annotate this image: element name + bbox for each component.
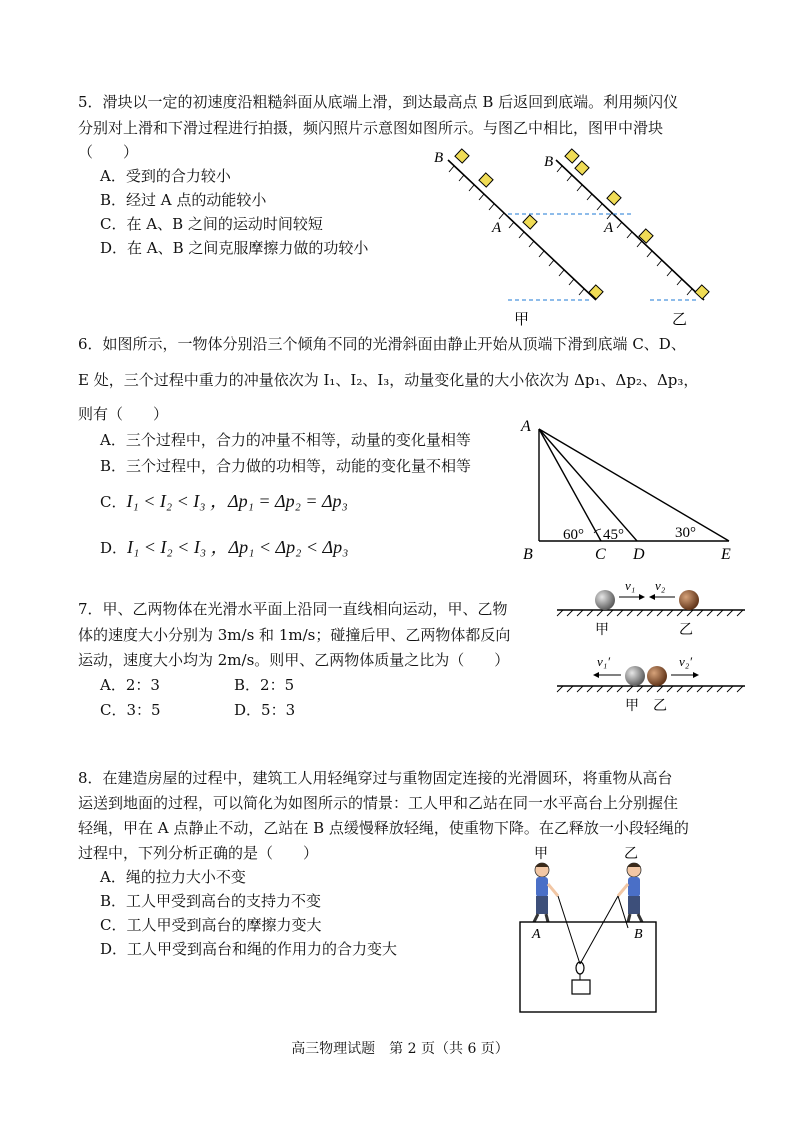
q5-block-yi-3 [607,191,621,205]
q6-option-d [100,537,348,558]
q5-option-b: B．经过 A 点的动能较小 [100,191,267,209]
q5-stem-line2: 分别对上滑和下滑过程进行拍摄，频闪照片示意图如图所示。与图乙中相比，图甲中滑块 [78,119,664,137]
q8-label-jia: 甲 [534,847,548,862]
q7-label-jia-bottom: 甲 [625,699,639,714]
q8-option-d: D．工人甲受到高台和绳的作用力的合力变大 [100,940,398,958]
q5-option-c: C．在 A、B 之间的运动时间较短 [100,215,323,233]
q7-ball-yi-bottom [647,666,667,686]
q7-ball-jia-bottom [625,666,645,686]
q5-block-yi-1 [565,149,579,163]
q6-label-a: A [521,418,531,435]
q5-block-jia-3 [523,215,537,229]
q5-block-yi-2 [575,161,589,175]
q8-label-a: A [532,927,541,942]
q5-caption-jia: 甲 [514,312,530,328]
q6-label-b: B [523,546,533,563]
q7-label-v2-prime: v₂′ [679,654,693,669]
q5-block-jia-4 [589,285,603,299]
q5-bracket: （ ） [78,143,139,161]
q8-option-b: B．工人甲受到高台的支持力不变 [100,892,322,910]
q7-option-a: A．2：3 [100,676,160,694]
q8-worker-yi [618,863,642,922]
q7-figure [555,578,750,728]
q6-option-c-label: C． [100,493,127,511]
q6-stem-line3: 则有（ ） [78,405,169,423]
page-footer: 高三物理试题 第 2 页（共 6 页） [291,1041,509,1057]
q8-stem-line4: 过程中，下列分析正确的是（ ） [78,844,319,862]
q6-stem-line1: 6．如图所示，一物体分别沿三个倾角不同的光滑斜面由静止开始从顶端下滑到底端 C、D、 [78,335,686,353]
q7-option-d: D．5：3 [234,701,296,719]
q6-angle-45: 45° [603,527,624,543]
q6-option-a: A．三个过程中，合力的冲量不相等，动量的变化量相等 [100,431,471,449]
q7-option-c: C．3：5 [100,701,161,719]
q8-option-c: C．工人甲受到高台的摩擦力变大 [100,916,322,934]
q6-stem-line2: E 处，三个过程中重力的冲量依次为 I₁、I₂、I₃，动量变化量的大小依次为 Δp₁、Δp₂、Δp₃， [78,371,699,389]
q7-label-v2: v₂ [655,578,666,593]
q8-label-b: B [634,927,643,942]
q5-stem-line1: 5．滑块以一定的初速度沿粗糙斜面从底端上滑，到达最高点 B 后返回到底端。利用频闪仪 [78,93,679,111]
q5-option-a: A．受到的合力较小 [100,167,231,185]
q6-label-d: D [633,546,645,563]
q5-figure [420,140,730,330]
q6-figure [515,415,745,565]
q8-label-yi: 乙 [624,847,638,862]
q8-stem-line2: 运送到地面的过程，可以简化为如图所示的情景：工人甲和乙站在同一水平高台上分别握住 [78,794,679,812]
q7-label-yi-bottom: 乙 [653,699,667,714]
q6-option-c [100,491,348,512]
q7-stem-line2: 体的速度大小分别为 3m/s 和 1m/s；碰撞后甲、乙两物体都反向 [78,626,511,644]
q7-label-v1-prime: v₁′ [597,654,611,669]
q5-label-a-right: A [604,220,614,236]
q6-option-c-formula: I₁ < I₂ < I₃ ，Δp₁ = Δp₂ = Δp₃ [126,491,348,511]
q5-option-d: D．在 A、B 之间克服摩擦力做的功较小 [100,239,369,257]
q8-option-a: A．绳的拉力大小不变 [100,868,246,886]
q6-angle-60: 60° [563,527,584,543]
q6-angle-30: 30° [675,525,696,541]
q6-option-d-formula: I₁ < I₂ < I₃ ，Δp₁ < Δp₂ < Δp₃ [127,537,349,557]
q7-ball-jia-top [595,590,615,610]
q7-option-b: B．2：5 [234,676,295,694]
q5-block-jia-1 [455,149,469,163]
q8-stem-line3: 轻绳，甲在 A 点静止不动，乙站在 B 点缓慢释放轻绳，使重物下降。在乙释放一小段轻绳的 [78,819,689,837]
q8-stem-line1: 8．在建造房屋的过程中，建筑工人用轻绳穿过与重物固定连接的光滑圆环，将重物从高台 [78,769,673,787]
q7-label-yi-top: 乙 [679,623,693,638]
q8-figure [510,840,680,1020]
q7-stem-line3: 运动，速度大小均为 2m/s。则甲、乙两物体质量之比为（ ） [78,651,510,669]
q7-label-jia-top: 甲 [595,623,609,638]
q7-stem-line1: 7．甲、乙两物体在光滑水平面上沿同一直线相向运动，甲、乙物 [78,600,508,618]
q5-label-b-left: B [434,150,444,166]
q6-label-c: C [595,546,606,563]
q5-block-yi-5 [695,285,709,299]
q7-label-v1: v₁ [625,578,636,593]
q5-label-b-right: B [544,154,554,170]
q6-option-b: B．三个过程中，合力做的功相等，动能的变化量不相等 [100,457,472,475]
q5-label-a-left: A [492,220,502,236]
q6-label-e: E [721,546,731,563]
q5-caption-yi: 乙 [672,312,688,328]
q8-worker-jia [534,863,558,922]
q7-ball-yi-top [679,590,699,610]
q6-option-d-label: D． [100,539,128,557]
q8-weight [572,980,590,994]
q5-block-jia-2 [479,173,493,187]
